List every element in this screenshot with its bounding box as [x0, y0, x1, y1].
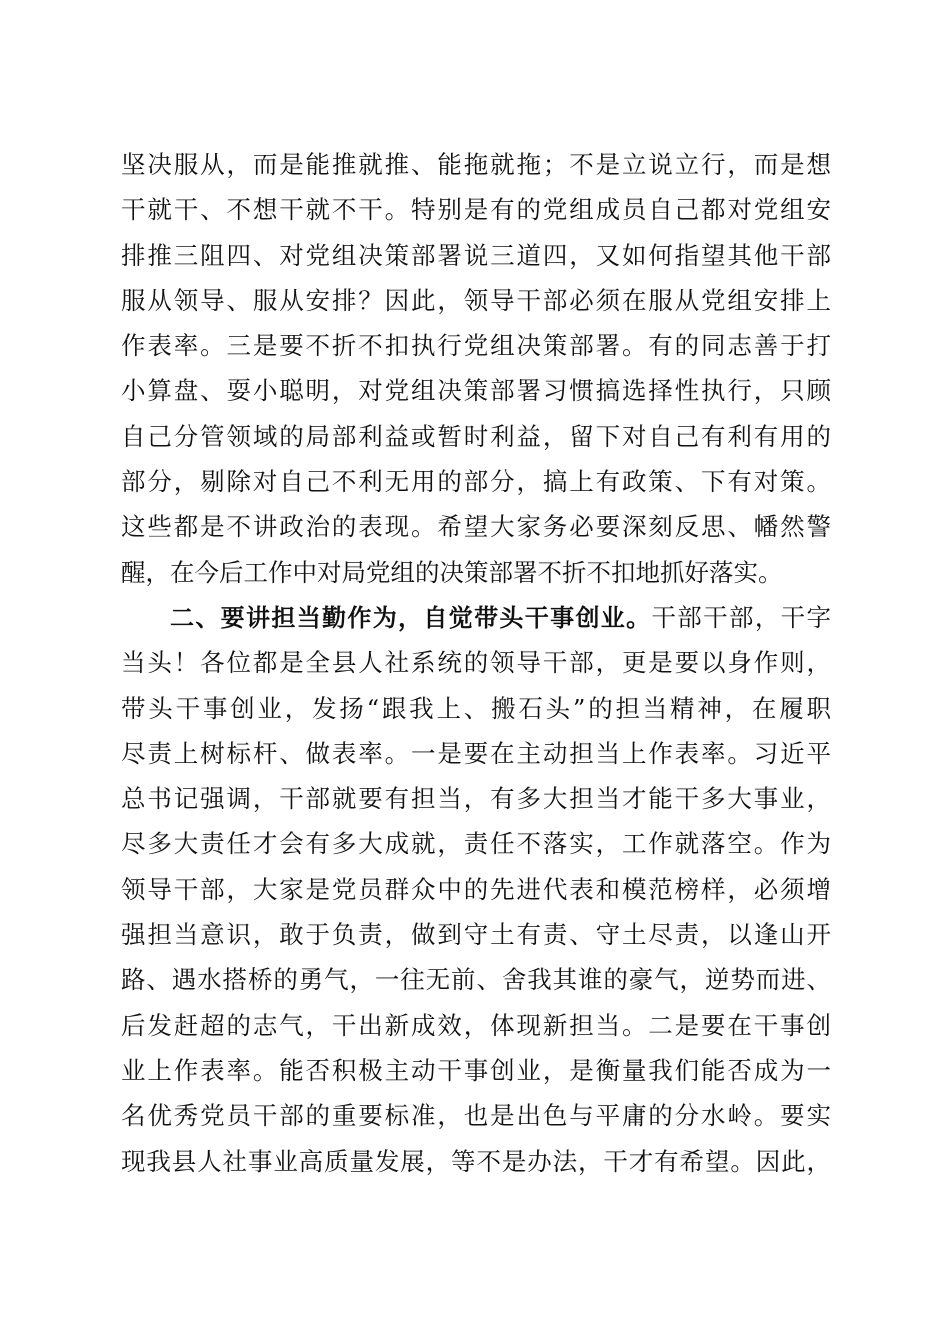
text-line: 业上作表率。能否积极主动干事创业，是衡量我们能否成为一 [121, 1055, 831, 1085]
paragraph-1 [121, 142, 831, 595]
body-text [121, 142, 831, 1184]
text-line: 服从领导、服从安排？因此，领导干部必须在服从党组安排上 [121, 285, 831, 315]
text-line: 醒，在今后工作中对局党组的决策部署不折不扣地抓好落实。 [121, 557, 783, 587]
text-line: 尽责上树标杆、做表率。一是要在主动担当上作表率。习近平 [121, 738, 831, 768]
text-line: 领导干部，大家是党员群众中的先进代表和模范榜样，必须增 [121, 874, 831, 904]
text-line: 坚决服从，而是能推就推、能拖就拖；不是立说立行，而是想 [121, 150, 831, 179]
text-line: 小算盘、耍小聪明，对党组决策部署习惯搞选择性执行，只顾 [121, 376, 831, 406]
text-run: 干部干部，干字 [651, 602, 832, 632]
text-line: 带头干事创业，发扬“跟我上、搬石头”的担当精神，在履职 [121, 693, 831, 723]
text-line: 强担当意识，敢于负责，做到守土有责、守土尽责，以逢山开 [121, 920, 831, 950]
paragraph-2 [121, 595, 831, 1184]
text-line: 作表率。三是要不折不扣执行党组决策部署。有的同志善于打 [121, 331, 831, 361]
text-line: 部分，剔除对自己不利无用的部分，搞上有政策、下有对策。 [121, 467, 831, 497]
section-heading: 二、要讲担当勤作为，自觉带头干事创业。 [170, 603, 652, 632]
text-line: 自己分管领域的局部利益或暂时利益，留下对自己有利有用的 [121, 421, 831, 451]
text-line: 尽多大责任才会有多大成就，责任不落实，工作就落空。作为 [121, 829, 831, 859]
text-line: 排推三阻四、对党组决策部署说三道四，又如何指望其他干部 [121, 240, 831, 270]
text-line: 总书记强调，干部就要有担当，有多大担当才能干多大事业， [121, 784, 831, 814]
text-line: 现我县人社事业高质量发展，等不是办法，干才有希望。因此， [121, 1146, 831, 1176]
text-line: 这些都是不讲政治的表现。希望大家务必要深刻反思、幡然警 [121, 512, 831, 542]
text-line: 当头！各位都是全县人社系统的领导干部，更是要以身作则， [121, 648, 831, 678]
text-line: 名优秀党员干部的重要标准，也是出色与平庸的分水岭。要实 [121, 1101, 831, 1131]
text-line: 干就干、不想干就不干。特别是有的党组成员自己都对党组安 [121, 195, 831, 225]
paragraph-2-first-line [121, 595, 831, 640]
text-line: 路、遇水搭桥的勇气，一往无前、舍我其谁的豪气，逆势而进、 [121, 965, 831, 995]
text-line: 后发赶超的志气，干出新成效，体现新担当。二是要在干事创 [121, 1010, 831, 1040]
